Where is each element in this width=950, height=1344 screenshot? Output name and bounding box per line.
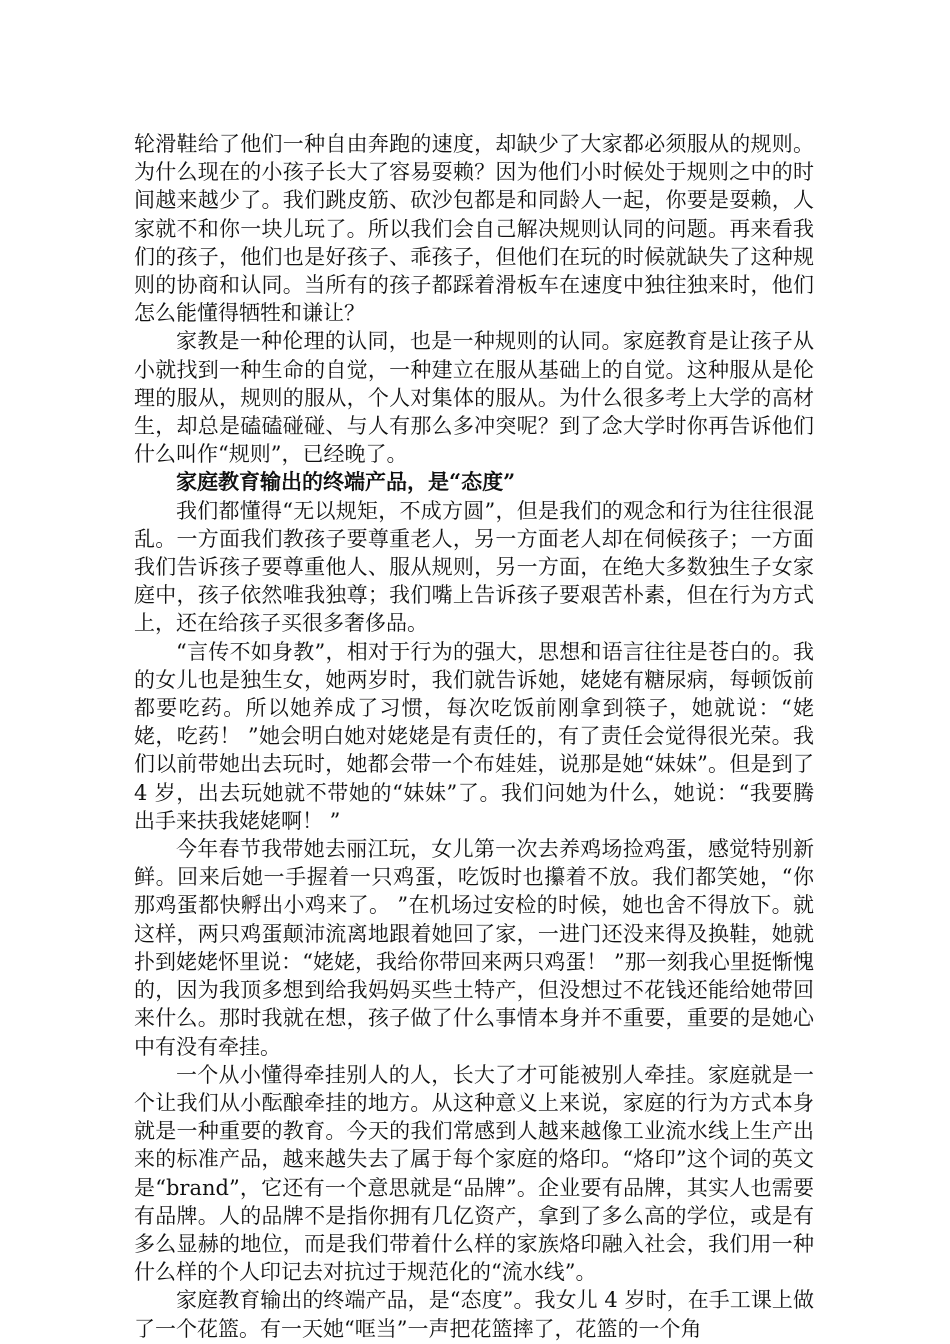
section-heading: 家庭教育输出的终端产品，是“态度” [176,469,516,495]
paragraph-3: 我们都懂得“无以规矩，不成方圆”，但是我们的观念和行为往往很混乱。一方面我们教孩子要尊重老人，另一方面老人却在伺候孩子；一方面我们告诉孩子要尊重他人、服从规则，另一方面，在绝大多数独生子女家庭中，孩子依然唯我独尊；我们嘴上告诉孩子要艰苦朴素，但在行为方式上，还在给孩子买很多奢侈品。 [134,498,814,636]
document-body [134,130,814,1343]
paragraph-1: 轮滑鞋给了他们一种自由奔跑的速度，却缺少了大家都必须服从的规则。为什么现在的小孩子长大了容易耍赖？因为他们小时候处于规则之中的时间越来越少了。我们跳皮筋、砍沙包都是和同龄人一起，你要是耍赖，人家就不和你一块儿玩了。所以我们会自己解决规则认同的问题。再来看我们的孩子，他们也是好孩子、乖孩子，但他们在玩的时候就缺失了这种规则的协商和认同。当所有的孩子都踩着滑板车在速度中独往独来时，他们怎么能懂得牺牲和谦让？ [134,132,814,326]
paragraph-4: “言传不如身教”，相对于行为的强大，思想和语言往往是苍白的。我的女儿也是独生女，她两岁时，我们就告诉她，姥姥有糖尿病，每顿饭前都要吃药。所以她养成了习惯，每次吃饭前刚拿到筷子，她就说：“姥姥，吃药！ ”她会明白她对姥姥是有责任的，有了责任会觉得很光荣。我们以前带她出去玩时，她都会带一个布娃娃，说那是她“妹妹”。但是到了 4 岁，出去玩她就不带她的“妹妹”了。我们问她为什么，她说：“我要腾出手来扶我姥姥啊！ ” [134,639,814,833]
paragraph-2: 家教是一种伦理的认同，也是一种规则的认同。家庭教育是让孩子从小就找到一种生命的自觉，一种建立在服从基础上的自觉。这种服从是伦理的服从，规则的服从，个人对集体的服从。为什么很多考上大学的高材生，却总是磕磕碰碰、与人有那么多冲突呢？到了念大学时你再告诉他们什么叫作“规则”，已经晚了。 [134,329,814,467]
paragraph-6: 一个从小懂得牵挂别人的人，长大了才可能被别人牵挂。家庭就是一个让我们从小酝酿牵挂的地方。从这种意义上来说，家庭的行为方式本身就是一种重要的教育。今天的我们常感到人越来越像工业流水线上生产出来的标准产品，越来越失去了属于每个家庭的烙印。“烙印”这个词的英文是“brand”，它还有一个意思就是“品牌”。企业要有品牌，其实人也需要有品牌。人的品牌不是指你拥有几亿资产，拿到了多么高的学位，或是有多么显赫的地位，而是我们带着什么样的家族烙印融入社会，我们用一种什么样的个人印记去对抗过于规范化的“流水线”。 [134,1062,814,1285]
paragraph-5: 今年春节我带她去丽江玩，女儿第一次去养鸡场捡鸡蛋，感觉特别新鲜。回来后她一手握着一只鸡蛋，吃饭时也攥着不放。我们都笑她，“你那鸡蛋都快孵出小鸡来了。 ”在机场过安检的时候，她也舍不得放下。就这样，两只鸡蛋颠沛流离地跟着她回了家，一进门还没来得及换鞋，她就扑到姥姥怀里说：“姥姥，我给你带回来两只鸡蛋！ ”那一刻我心里挺惭愧的，因为我顶多想到给我妈妈买些土特产，但没想过不花钱还能给她带回来什么。那时我就在想，孩子做了什么事情本身并不重要，重要的是她心中有没有牵挂。 [134,837,814,1059]
paragraph-7: 家庭教育输出的终端产品，是“态度”。我女儿 4 岁时，在手工课上做了一个花篮。有一天她“哐当”一声把花篮摔了，花篮的一个角 [134,1288,814,1341]
